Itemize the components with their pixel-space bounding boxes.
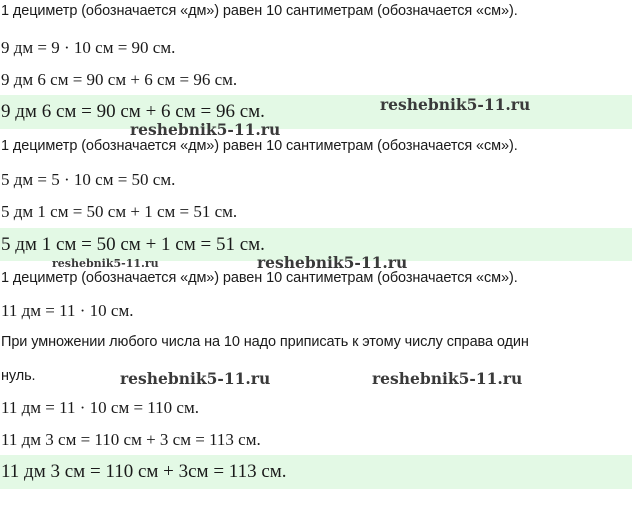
equation-line: 9 дм = 9 · 10 см = 90 см. xyxy=(1,38,176,57)
watermark: reshebnik5-11.ru xyxy=(130,120,281,139)
watermark: reshebnik5-11.ru xyxy=(120,369,271,388)
equation-line: 11 дм 3 см = 110 см + 3 см = 113 см. xyxy=(1,430,261,449)
watermark: reshebnik5-11.ru xyxy=(257,253,408,272)
equation-line: 5 дм 1 см = 50 см + 1 см = 51 см. xyxy=(1,202,238,221)
watermark: reshebnik5-11.ru xyxy=(380,95,531,114)
equation-line: 5 дм = 5 · 10 см = 50 см. xyxy=(1,170,176,189)
definition-line: 1 дециметр (обозначается «дм») равен 10 сантиметрам (обозначается «см»). xyxy=(1,138,518,154)
rule-line-continued: нуль. xyxy=(1,368,36,384)
rule-line: При умножении любого числа на 10 надо приписать к этому числу справа один xyxy=(1,334,529,350)
definition-line: 1 дециметр (обозначается «дм») равен 10 сантиметрам (обозначается «см»). xyxy=(1,3,518,19)
answer-line: 5 дм 1 см = 50 см + 1 см = 51 см. xyxy=(0,228,632,261)
watermark: reshebnik5-11.ru xyxy=(372,369,523,388)
equation-line: 11 дм = 11 · 10 см. xyxy=(1,301,134,320)
definition-line: 1 дециметр (обозначается «дм») равен 10 сантиметрам (обозначается «см»). xyxy=(1,270,518,286)
equation-line: 11 дм = 11 · 10 см = 110 см. xyxy=(1,398,199,417)
answer-line: 9 дм 6 см = 90 см + 6 см = 96 см. xyxy=(0,95,632,129)
answer-line: 11 дм 3 см = 110 см + 3см = 113 см. xyxy=(0,455,632,489)
watermark: reshebnik5-11.ru xyxy=(52,257,159,270)
equation-line: 9 дм 6 см = 90 см + 6 см = 96 см. xyxy=(1,70,238,89)
